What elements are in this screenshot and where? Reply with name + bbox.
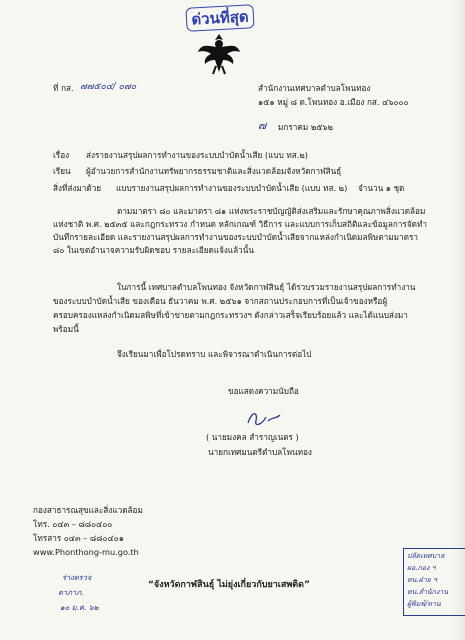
body-paragraph-1-line-1: ตามมาตรา ๘๐ และมาตรา ๘๑ แห่งพระราชบัญญัติส่งเสริมและรักษาคุณภาพสิ่งแวดล้อม bbox=[117, 206, 426, 216]
enclosure-label: สิ่งที่ส่งมาด้วย bbox=[53, 183, 102, 193]
enclosure-count: จำนวน ๑ ชุด bbox=[358, 183, 405, 193]
handwritten-signature bbox=[244, 407, 284, 429]
signatory-position: นายกเทศมนตรีตำบลโพนทอง bbox=[208, 447, 312, 457]
body-paragraph-2-line-4: พร้อมนี้ bbox=[53, 324, 79, 334]
regards-text: ขอแสดงความนับถือ bbox=[228, 386, 299, 396]
fax-number: โทรสาร ๐๔๓ – ๘๘๐๔๐๑ bbox=[33, 533, 124, 543]
office-name: สำนักงานเทศบาลตำบลโพนทอง bbox=[258, 83, 371, 93]
enclosure-text: แบบรายงานสรุปผลการทำงานของระบบบำบัดน้ำเสีย (แบบ ทส. ๒) bbox=[116, 183, 348, 193]
approval-line-4: หน.สำนักงาน bbox=[407, 588, 448, 596]
date-month-year: มกราคม ๒๕๖๒ bbox=[278, 122, 334, 132]
approval-line-3: หน.ฝ่าย ฯ bbox=[407, 576, 437, 584]
division-name: กองสาธารณสุขและสิ่งแวดล้อม bbox=[33, 505, 143, 515]
body-paragraph-1-line-2: แห่งชาติ พ.ศ. ๒๕๓๕ และกฎกระทรวง กำหนด หลักเกณฑ์ วิธีการ และแบบการเก็บสถิติและข้อมูลการจัดทำ bbox=[53, 219, 427, 229]
recipient-label: เรียน bbox=[53, 166, 71, 176]
reference-prefix: ที่ กส. bbox=[53, 83, 74, 93]
body-paragraph-2-line-3: ครอบครองแหล่งกำเนิดมลพิษที่เข้าข่ายตามกฎกระทรวงฯ ดังกล่าวเสร็จเรียบร้อยแล้ว และได้แนบส่งมา bbox=[53, 310, 408, 320]
approval-line-1: ปลัดเทศบาล bbox=[407, 552, 445, 560]
footer-slogan: “จังหวัดกาฬสินธุ์ ไม่ยุ่งเกี่ยวกับยาเสพติด” bbox=[148, 580, 310, 590]
body-paragraph-2-line-2: ของระบบบำบัดน้ำเสีย ของเดือน ธันวาคม พ.ศ. ๒๕๖๑ จากสถานประกอบการที่เป็นเจ้าของหรือผู้ bbox=[53, 296, 388, 306]
garuda-emblem-icon bbox=[196, 30, 242, 76]
date-day: ๗ bbox=[258, 119, 267, 132]
approval-line-2: ผอ.กอง ฯ bbox=[407, 564, 436, 572]
website-link[interactable]: www.Phonthong-mu.go.th bbox=[33, 547, 139, 557]
stamp-label: ด่วนที่สุด bbox=[190, 7, 250, 29]
handwritten-note-line-1: ร่างตรวจ bbox=[62, 573, 92, 582]
closing-sentence: จึงเรียนมาเพื่อโปรดทราบ และพิจารณาดำเนินการต่อไป bbox=[117, 349, 312, 359]
reference-number: ๗๗๕๐๔/ ๐๗๐ bbox=[80, 82, 137, 92]
approval-line-5: ผู้พิมพ์/ทาน bbox=[407, 600, 441, 608]
subject-text: ส่งรายงานสรุปผลการทำงานของระบบบำบัดน้ำเสีย (แบบ ทส.๒) bbox=[86, 150, 308, 160]
office-address: ๑๕๑ หมู่ ๘ ต.โพนทอง อ.เมือง กส. ๔๖๐๐๐ bbox=[258, 97, 409, 107]
body-paragraph-1-line-3: บันทึกรายละเอียด และรายงานสรุปผลการทำงานของระบบบำบัดน้ำเสียจากแหล่งกำเนิดมลพิษตามมาตรา bbox=[53, 232, 418, 242]
body-paragraph-2-line-1: ในการนี้ เทศบาลตำบลโพนทอง จังหวัดกาฬสินธุ์ ได้รวบรวมรายงานสรุปผลการทำงาน bbox=[117, 282, 416, 292]
recipient-text: ผู้อำนวยการสำนักงานทรัพยากรธรรมชาติและสิ่งแวดล้อมจังหวัดกาฬสินธุ์ bbox=[86, 166, 342, 176]
urgent-stamp bbox=[185, 4, 254, 32]
signatory-name: ( นายมงคล สำราญเนตร ) bbox=[206, 432, 299, 442]
body-paragraph-1-line-4: ๘๐ ในเขตอำนาจความรับผิดชอบ รายละเอียดแจ้งแล้วนั้น bbox=[53, 245, 254, 255]
phone-number: โทร. ๐๔๓ – ๘๘๐๔๐๐ bbox=[33, 519, 113, 529]
approval-routing-box bbox=[403, 548, 465, 616]
subject-label: เรื่อง bbox=[53, 150, 70, 160]
handwritten-note-line-2: ตาภาภ. bbox=[58, 588, 84, 597]
handwritten-note-line-3: ๑๐ ม.ค. ๖๒ bbox=[60, 603, 99, 612]
